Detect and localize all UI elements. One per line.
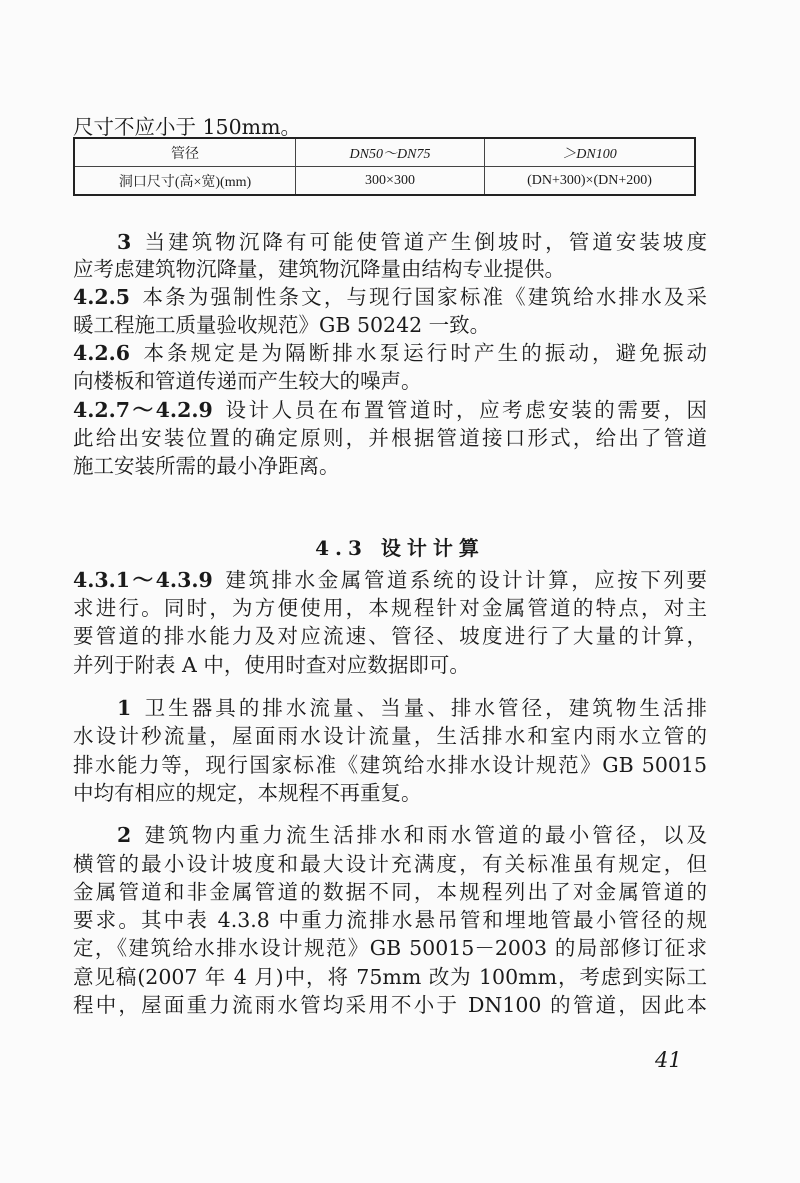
text-line — [73, 963, 707, 991]
line-text: 求进行。同时，为方便使用，本规程针对金属管道的特点，对主 — [73, 596, 707, 620]
text-line — [117, 228, 707, 256]
text-line — [73, 906, 707, 934]
text-line — [73, 311, 707, 339]
line-text: 意见稿(2007 年 4 月)中，将 75mm 改为 100mm，考虑到实际工 — [73, 965, 707, 989]
clause-number: 2 — [117, 823, 132, 847]
section-title: 4.3 设计计算 — [315, 536, 485, 560]
text-line — [73, 594, 707, 622]
text-line — [73, 878, 707, 906]
line-text: 本条规定是为隔断排水泵运行时产生的振动，避免振动 — [140, 341, 707, 365]
page-number: 41 — [655, 1048, 682, 1072]
line-text: 金属管道和非金属管道的数据不同，本规程列出了对金属管道的 — [73, 880, 707, 904]
text-line — [73, 991, 707, 1019]
line-text: 程中，屋面重力流雨水管均采用不小于 DN100 的管道，因此本 — [73, 993, 707, 1017]
text-line — [73, 396, 707, 424]
text-line — [73, 934, 707, 962]
line-text: 应考虑建筑物沉降量，建筑物沉降量由结构专业提供。 — [73, 257, 565, 281]
text-line — [73, 566, 707, 594]
text-line — [73, 651, 707, 679]
text-line — [73, 779, 707, 807]
line-text: 设计人员在布置管道时，应考虑安装的需要，因 — [222, 398, 707, 422]
table-cell: 300×300 — [296, 167, 485, 196]
line-text: 要管道的排水能力及对应流速、管径、坡度进行了大量的计算， — [73, 624, 707, 648]
text-line — [73, 751, 707, 779]
line-text: 建筑排水金属管道系统的设计计算，应按下列要 — [222, 568, 707, 592]
opening-size-table — [73, 137, 696, 196]
line-text: 向楼板和管道传递而产生较大的噪声。 — [73, 369, 422, 393]
table-cell: (DN+300)×(DN+200) — [485, 167, 696, 196]
text-line — [73, 424, 707, 452]
intro-line: 尺寸不应小于 150mm。 — [73, 115, 302, 139]
clause-number: 4.2.5 — [73, 285, 131, 309]
line-text: 卫生器具的排水流量、当量、排水管径，建筑物生活排 — [141, 696, 707, 720]
line-text: 要求。其中表 4.3.8 中重力流排水悬吊管和埋地管最小管径的规 — [73, 908, 707, 932]
table-cell: 管径 — [74, 138, 296, 167]
table-cell: DN50～DN75 — [296, 138, 485, 167]
clause-number: 4.2.7～4.2.9 — [73, 398, 213, 422]
line-text: 建筑物内重力流生活排水和雨水管道的最小管径，以及 — [141, 823, 707, 847]
line-text: 本条为强制性条文，与现行国家标准《建筑给水排水及采 — [140, 285, 707, 309]
text-line — [73, 850, 707, 878]
clause-number: 3 — [117, 230, 132, 254]
text-line — [73, 255, 707, 283]
table-row — [74, 167, 695, 196]
clause-number: 4.3.1～4.3.9 — [73, 568, 213, 592]
line-text: 并列于附表 A 中，使用时查对应数据即可。 — [73, 653, 470, 677]
line-text: 排水能力等，现行国家标准《建筑给水排水设计规范》GB 50015 — [73, 753, 707, 777]
text-line — [73, 622, 707, 650]
line-text: 水设计秒流量，屋面雨水设计流量，生活排水和室内雨水立管的 — [73, 724, 707, 748]
text-line — [73, 283, 707, 311]
line-text: 当建筑物沉降有可能使管道产生倒坡时，管道安装坡度 — [141, 230, 707, 254]
clause-number: 4.2.6 — [73, 341, 131, 365]
table-cell: 洞口尺寸(高×宽)(mm) — [74, 167, 296, 196]
table-cell: ＞DN100 — [485, 138, 696, 167]
text-line — [73, 722, 707, 750]
line-text: 定，《建筑给水排水设计规范》GB 50015－2003 的局部修订征求 — [73, 936, 707, 960]
line-text: 施工安装所需的最小净距离。 — [73, 454, 340, 478]
text-line — [73, 339, 707, 367]
text-line — [117, 694, 707, 722]
line-text: 横管的最小设计坡度和最大设计充满度，有关标准虽有规定，但 — [73, 852, 707, 876]
line-text: 暖工程施工质量验收规范》GB 50242 一致。 — [73, 313, 491, 337]
text-line — [73, 452, 707, 480]
clause-number: 1 — [117, 696, 132, 720]
text-line — [117, 821, 707, 849]
line-text: 此给出安装位置的确定原则，并根据管道接口形式，给出了管道 — [73, 426, 707, 450]
line-text: 中均有相应的规定，本规程不再重复。 — [73, 781, 422, 805]
text-line — [73, 367, 707, 395]
table-header-row — [74, 138, 695, 167]
